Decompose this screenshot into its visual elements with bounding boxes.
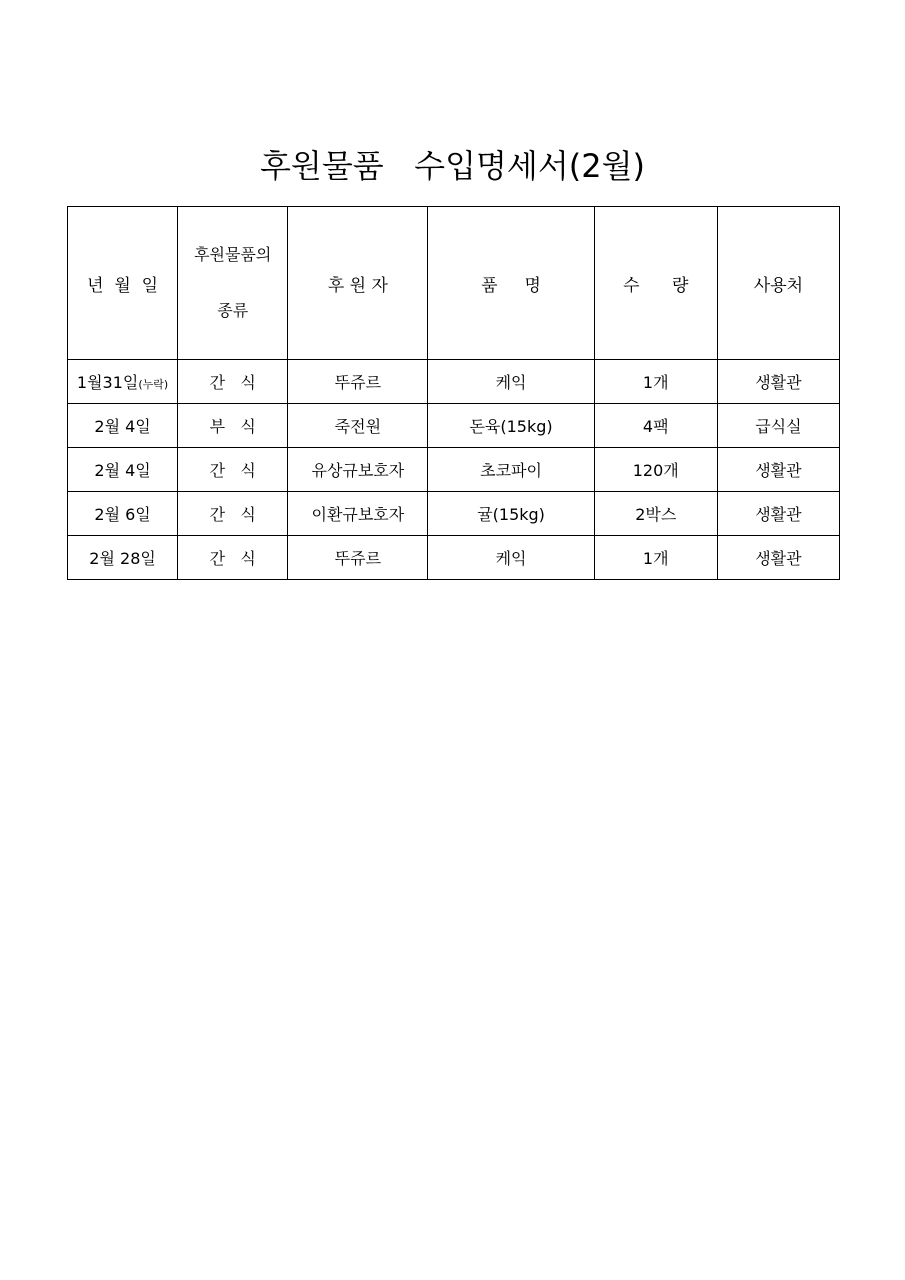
cell-donor: 이환규보호자 xyxy=(288,492,428,536)
cell-type: 간 식 xyxy=(178,536,288,580)
cell-place: 생활관 xyxy=(717,492,839,536)
cell-date xyxy=(68,360,178,404)
header-date: 년 월 일 xyxy=(68,207,178,360)
header-item: 품 명 xyxy=(428,207,594,360)
cell-donor: 유상규보호자 xyxy=(288,448,428,492)
cell-date: 2월 28일 xyxy=(68,536,178,580)
cell-type: 부 식 xyxy=(178,404,288,448)
header-place: 사용처 xyxy=(717,207,839,360)
date-text: 1월31일 xyxy=(76,373,139,392)
cell-date: 2월 4일 xyxy=(68,404,178,448)
cell-item: 귤(15kg) xyxy=(428,492,594,536)
cell-date: 2월 6일 xyxy=(68,492,178,536)
page-title: 후원물품 수입명세서(2월) xyxy=(260,147,645,185)
cell-donor: 죽전원 xyxy=(288,404,428,448)
cell-item: 돈육(15kg) xyxy=(428,404,594,448)
cell-place: 생활관 xyxy=(717,536,839,580)
cell-type: 간 식 xyxy=(178,360,288,404)
cell-quantity: 4팩 xyxy=(594,404,717,448)
cell-date: 2월 4일 xyxy=(68,448,178,492)
table-row xyxy=(68,448,840,492)
table-row xyxy=(68,404,840,448)
cell-quantity: 1개 xyxy=(594,536,717,580)
cell-type: 간 식 xyxy=(178,492,288,536)
donation-ledger-table xyxy=(67,206,840,580)
date-note: (누락) xyxy=(138,378,169,391)
header-type-line2: 종류 xyxy=(217,301,249,320)
cell-type: 간 식 xyxy=(178,448,288,492)
header-quantity: 수 량 xyxy=(594,207,717,360)
table-row xyxy=(68,492,840,536)
cell-quantity: 2박스 xyxy=(594,492,717,536)
cell-place: 생활관 xyxy=(717,448,839,492)
header-type-line1: 후원물품의 xyxy=(194,245,272,264)
cell-item: 초코파이 xyxy=(428,448,594,492)
table-row xyxy=(68,536,840,580)
table-row xyxy=(68,360,840,404)
cell-item: 케익 xyxy=(428,360,594,404)
cell-place: 생활관 xyxy=(717,360,839,404)
cell-quantity: 120개 xyxy=(594,448,717,492)
cell-place: 급식실 xyxy=(717,404,839,448)
cell-item: 케익 xyxy=(428,536,594,580)
header-donor: 후 원 자 xyxy=(288,207,428,360)
cell-donor: 뚜쥬르 xyxy=(288,536,428,580)
cell-donor: 뚜쥬르 xyxy=(288,360,428,404)
cell-quantity: 1개 xyxy=(594,360,717,404)
table-header-row xyxy=(68,207,840,360)
header-type xyxy=(178,207,288,360)
